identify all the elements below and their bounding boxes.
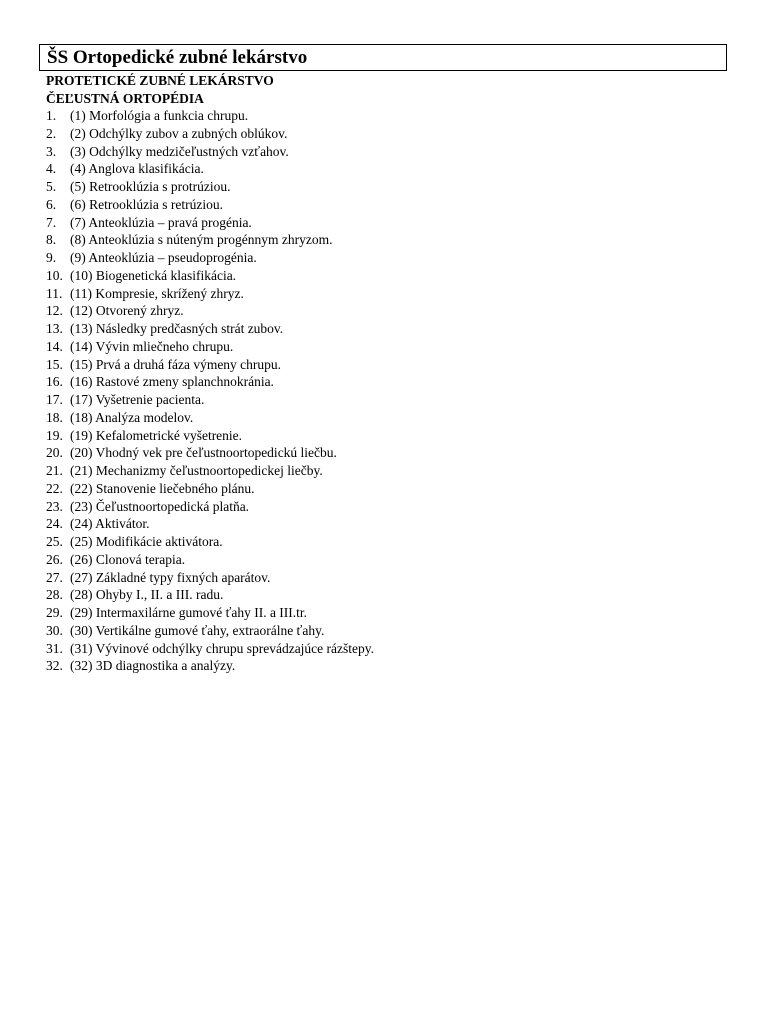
list-item-text: (17) Vyšetrenie pacienta. xyxy=(70,392,205,407)
list-item-text: (11) Kompresie, skrížený zhryz. xyxy=(70,285,244,301)
list-item-number: 31. xyxy=(46,640,63,656)
list-item-text: (22) Stanovenie liečebného plánu. xyxy=(70,480,255,496)
list-item-text: (3) Odchýlky medzičeľustných vzťahov. xyxy=(70,143,289,159)
list-item-text: (25) Modifikácie aktivátora. xyxy=(70,534,223,549)
list-item-number: 5. xyxy=(46,179,57,194)
list-item-text: (8) Anteoklúzia s núteným progénnym zhryzom. xyxy=(70,232,333,248)
list-item-number: 9. xyxy=(46,250,57,265)
list-item-number: 27. xyxy=(46,569,63,585)
list-item-text: (23) Čeľustnoortopedická platňa. xyxy=(70,498,250,514)
title-box xyxy=(39,44,727,71)
list-item-number: 19. xyxy=(46,427,63,443)
list-item-text: (13) Následky predčasných strát zubov. xyxy=(70,321,284,336)
list-item-text: (16) Rastové zmeny splanchnokránia. xyxy=(70,374,274,390)
list-item-number: 28. xyxy=(46,587,63,603)
list-item-number: 11. xyxy=(46,285,63,301)
list-item-text: (10) Biogenetická klasifikácia. xyxy=(70,267,237,283)
list-item-number: 3. xyxy=(46,143,57,159)
list-item-number: 15. xyxy=(46,356,63,372)
list-item-number: 20. xyxy=(46,445,63,461)
list-item-number: 10. xyxy=(46,267,63,283)
list-item-text: (1) Morfológia a funkcia chrupu. xyxy=(70,108,249,123)
list-item-number: 22. xyxy=(46,480,63,496)
list-item-text: (18) Analýza modelov. xyxy=(70,409,194,425)
list-item-number: 4. xyxy=(46,161,57,177)
list-item-number: 8. xyxy=(46,232,57,248)
list-item-number: 23. xyxy=(46,498,63,514)
list-item-number: 17. xyxy=(46,392,63,407)
list-item-text: (7) Anteoklúzia – pravá progénia. xyxy=(70,214,252,230)
list-item-number: 12. xyxy=(46,303,63,319)
list-item-number: 13. xyxy=(46,321,63,336)
list-item-text: (12) Otvorený zhryz. xyxy=(70,303,184,319)
list-item-number: 2. xyxy=(46,125,57,141)
list-item-text: (27) Základné typy fixných aparátov. xyxy=(70,569,271,585)
document-title: ŠS Ortopedické zubné lekárstvo xyxy=(47,47,308,68)
list-item-text: (24) Aktivátor. xyxy=(70,516,150,532)
list-item-number: 26. xyxy=(46,551,63,567)
list-item-text: (15) Prvá a druhá fáza výmeny chrupu. xyxy=(70,356,282,372)
list-item-text: (20) Vhodný vek pre čeľustnoortopedickú liečbu. xyxy=(70,445,337,461)
list-item-number: 32. xyxy=(46,658,63,674)
list-item-text: (2) Odchýlky zubov a zubných oblúkov. xyxy=(70,125,288,141)
list-item-text: (21) Mechanizmy čeľustnoortopedickej liečby. xyxy=(70,463,323,478)
list-item-number: 30. xyxy=(46,622,63,638)
list-item-number: 25. xyxy=(46,534,63,549)
list-item-text: (19) Kefalometrické vyšetrenie. xyxy=(70,427,243,443)
section-heading-prosthetic: PROTETICKÉ ZUBNÉ LEKÁRSTVO xyxy=(46,73,274,88)
list-item-number: 6. xyxy=(46,196,57,212)
list-item-number: 14. xyxy=(46,338,63,354)
list-item-number: 16. xyxy=(46,374,63,390)
section-heading-orthopedics: ČEĽUSTNÁ ORTOPÉDIA xyxy=(46,91,204,106)
list-item-number: 18. xyxy=(46,409,63,425)
list-item-number: 24. xyxy=(46,516,63,532)
list-item-text: (32) 3D diagnostika a analýzy. xyxy=(70,658,236,674)
list-item-text: (5) Retrooklúzia s protrúziou. xyxy=(70,179,231,194)
list-item-text: (9) Anteoklúzia – pseudoprogénia. xyxy=(70,250,257,265)
list-item-number: 29. xyxy=(46,605,63,620)
list-item-text: (29) Intermaxilárne gumové ťahy II. a III.tr. xyxy=(70,605,308,620)
list-item-text: (30) Vertikálne gumové ťahy, extraorálne ťahy. xyxy=(70,622,325,638)
list-item-number: 21. xyxy=(46,463,63,478)
list-item-number: 7. xyxy=(46,214,57,230)
list-item-text: (14) Vývin mliečneho chrupu. xyxy=(70,338,234,354)
list-item-text: (31) Vývinové odchýlky chrupu sprevádzajúce rázštepy. xyxy=(70,640,375,656)
list-item-text: (6) Retrooklúzia s retrúziou. xyxy=(70,196,223,212)
list-item-text: (28) Ohyby I., II. a III. radu. xyxy=(70,587,224,603)
list-item-number: 1. xyxy=(46,108,57,123)
list-item-text: (26) Clonová terapia. xyxy=(70,551,186,567)
list-item-text: (4) Anglova klasifikácia. xyxy=(70,161,204,177)
